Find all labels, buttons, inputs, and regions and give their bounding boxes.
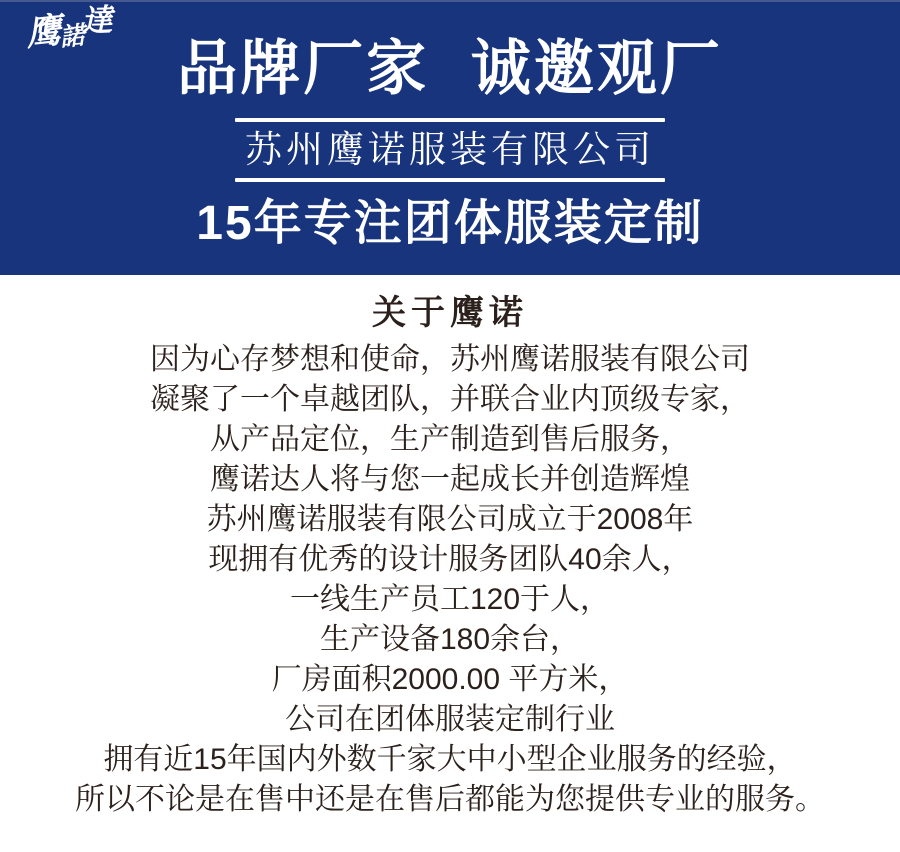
header-banner — [0, 0, 900, 275]
logo-char-2: 諾 — [58, 21, 85, 52]
about-text-line: 拥有近15年国内外数千家大中小型企业服务的经验， — [103, 743, 797, 776]
about-text-line: 鹰诺达人将与您一起成长并创造辉煌 — [210, 463, 690, 496]
about-text-line: 因为心存梦想和使命，苏州鹰诺服装有限公司 — [150, 343, 750, 376]
banner-subtitle: 15年专注团体服装定制 — [196, 197, 704, 250]
banner-title: 品牌厂家 诚邀观厂 — [177, 35, 723, 102]
about-section — [0, 293, 900, 820]
about-text-line: 生产设备180余台， — [319, 623, 581, 656]
about-text-line: 一线生产员工120于人， — [289, 583, 611, 616]
banner-top-edge-line — [0, 0, 900, 2]
about-text-line: 现拥有优秀的设计服务团队40余人， — [208, 543, 692, 576]
about-text-line: 从产品定位，生产制造到售后服务， — [210, 423, 690, 456]
logo-char-3: 達 — [80, 2, 111, 39]
about-text-line: 凝聚了一个卓越团队，并联合业内顶级专家， — [150, 383, 750, 416]
divider-line-bottom — [235, 178, 665, 182]
about-text-line: 所以不论是在售中还是在售后都能为您提供专业的服务。 — [75, 783, 825, 816]
about-text-line: 公司在团体服装定制行业 — [285, 703, 615, 736]
about-body — [0, 340, 900, 820]
about-text-line: 厂房面积2000.00 平方米， — [271, 663, 629, 696]
about-text-line: 苏州鹰诺服装有限公司成立于2008年 — [206, 503, 694, 536]
logo-char-1: 鹰 — [24, 11, 62, 54]
about-heading: 关于鹰诺 — [372, 294, 528, 332]
company-name: 苏州鹰诺服装有限公司 — [245, 129, 655, 170]
divider-line-top — [235, 118, 665, 122]
